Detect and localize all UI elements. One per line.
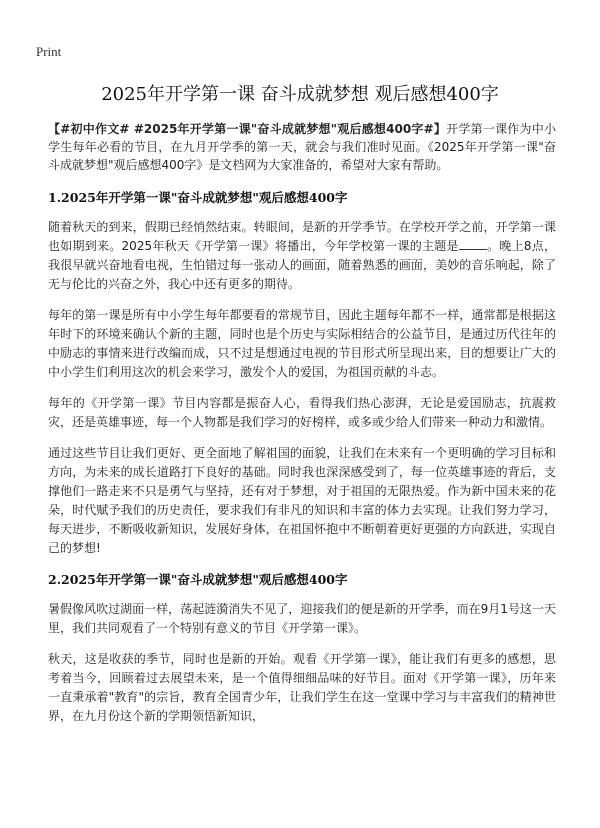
section-1-paragraph-4: 通过这些节目让我们更好、更全面地了解祖国的面貌，让我们在未来有一个更明确的学习目标和方向，为未来的成长道路打下良好的基础。同时我也深深感受到了，每一位英雄事迹的背后，支撑他们一路走来不只是勇气与坚持，还有对于梦想，对于祖国的无限热爱。作为新中国未来的花朵，时代赋予我们的历史责任，要求我们有非凡的知识和丰富的体力去实现。让我们努力学习，每天进步，不断吸收新知识，发展好身体，在祖国怀抱中不断朝着更好更强的方向跃进，实现自己的梦想! — [48, 446, 556, 555]
section-1-p1-after: 。晚上8点，我很早就兴奋地看电视，生怕错过每一张动人的画面，随着熟悉的画面，美妙的音乐响起，除了无与伦比的兴奋之外，我心中还有更多的期待。 — [48, 239, 556, 291]
print-label[interactable]: Print — [36, 44, 62, 59]
intro-paragraph — [48, 120, 556, 174]
fill-in-blank — [459, 237, 487, 250]
intro-text: 开学第一课作为中小学生每年必看的节目，在九月开学季的第一天，就会与我们准时见面。《2025年开学第一课"奋斗成就梦想"观后感想400字》是文档网为大家准备的，希望对大家有帮助。 — [48, 122, 556, 172]
section-1-heading: 1.2025年开学第一课"奋斗成就梦想"观后感想400字 — [48, 190, 348, 205]
article-body — [48, 120, 556, 738]
page-title: 2025年开学第一课 奋斗成就梦想 观后感想400字 — [101, 84, 499, 105]
section-1-paragraph-1 — [48, 218, 556, 294]
section-1-paragraph-3: 每年的《开学第一课》节目内容都是振奋人心，看得我们热心澎湃，无论是爱国励志，抗震救灾，还是英雄事迹，每一个人物都是我们学习的好榜样，或多或少给人们带来一种动力和激情。 — [48, 396, 556, 429]
section-2-paragraph-1: 暑假像风吹过湖面一样，荡起涟漪消失不见了，迎接我们的便是新的开学季，而在9月1号这一天里，我们共同观看了一个特别有意义的节目《开学第一课》。 — [48, 602, 556, 635]
section-2-paragraph-2: 秋天，这是收获的季节，同时也是新的开始。观看《开学第一课》，能让我们有更多的感想，思考着当今，回顾着过去展望未来，是一个值得细细品味的好节目。面对《开学第一课》，历年来一直秉承着"教育"的宗旨，教育全国青少年，让我们学生在这一堂课中学习与丰富我们的精神世界，在九月份这个新的学期领悟新知识， — [48, 652, 556, 723]
intro-tags: 【#初中作文# #2025年开学第一课"奋斗成就梦想"观后感想400字#】 — [48, 122, 447, 136]
section-1-paragraph-2: 每年的第一课是所有中小学生每年都要看的常规节目，因此主题每年都不一样，通常都是根据这年时下的环境来确认个新的主题，同时也是个历史与实际相结合的公益节目，是通过历代往年的中励志的事情来进行改编而成，只不过是想通过电视的节目形式所呈现出来，目的想要让广大的中小学生们利用这次的机会来学习，激发个人的爱国，为祖国贡献的斗志。 — [48, 308, 556, 379]
section-1-p1-before: 随着秋天的到来，假期已经悄然结束。转眼间，是新的开学季节。在学校开学之前，开学第一课也如期到来。2025年秋天《开学第一课》将播出，今年学校第一课的主题是 — [48, 220, 556, 253]
section-2-heading: 2.2025年开学第一课"奋斗成就梦想"观后感想400字 — [48, 572, 348, 587]
